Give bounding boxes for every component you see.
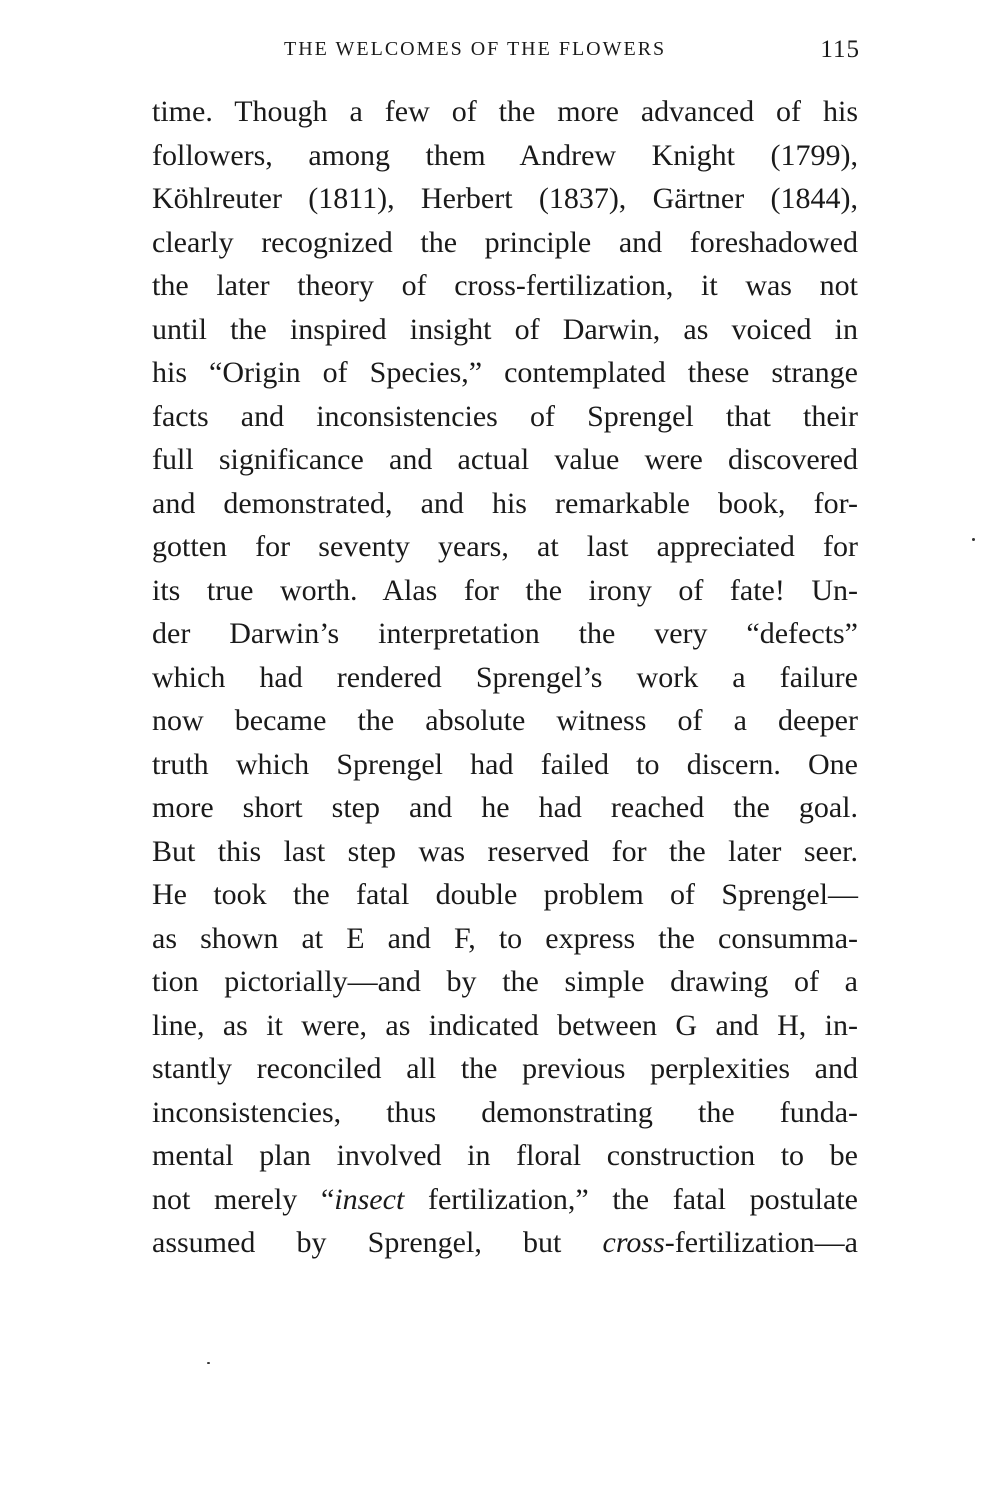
page-number: 115 (820, 36, 860, 63)
body-text (152, 90, 858, 1265)
text-line: time. Though a few of the more advanced of his (152, 95, 858, 128)
text-line: full significance and actual value were discovered (152, 443, 858, 476)
text-line: stantly reconciled all the previous perplexities and (152, 1052, 858, 1085)
text-line: now became the absolute witness of a deeper (152, 704, 858, 737)
text-line: inconsistencies, thus demonstrating the funda- (152, 1095, 858, 1129)
text-line: facts and inconsistencies of Sprengel that their (152, 399, 858, 433)
text-line: truth which Sprengel had failed to discern. One (152, 747, 858, 781)
text-line: der Darwin’s interpretation the very “defects” (152, 617, 858, 650)
text-line: until the inspired insight of Darwin, as voiced in (152, 312, 858, 346)
text-line: not merely “insect fertilization,” the fatal postulate (152, 1182, 858, 1216)
text-line: He took the fatal double problem of Sprengel— (152, 878, 858, 911)
paper-speck (207, 1362, 210, 1364)
text-line: more short step and he had reached the goal. (152, 791, 858, 824)
text-line: and demonstrated, and his remarkable book, for- (152, 486, 858, 520)
text-line: tion pictorially—and by the simple drawing of a (152, 965, 858, 998)
running-title: THE WELCOMES OF THE FLOWERS (284, 38, 667, 60)
text-line: mental plan involved in floral construction to be (152, 1139, 858, 1172)
paper-speck (972, 538, 975, 541)
text-line: as shown at E and F, to express the consumma- (152, 921, 858, 955)
text-line: Köhlreuter (1811), Herbert (1837), Gärtner (1844), (152, 182, 858, 215)
text-line: its true worth. Alas for the irony of fate! Un- (152, 573, 858, 607)
running-head (152, 38, 860, 68)
text-line: assumed by Sprengel, but cross-fertilization—a (152, 1226, 858, 1259)
italic-word: insect (334, 1182, 405, 1216)
text-line: which had rendered Sprengel’s work a failure (152, 660, 858, 694)
text-line: gotten for seventy years, at last appreciated for (152, 530, 858, 563)
text-line: his “Origin of Species,” contemplated these strange (152, 356, 858, 389)
text-line: followers, among them Andrew Knight (1799), (152, 138, 858, 172)
text-line: clearly recognized the principle and foreshadowed (152, 225, 858, 259)
text-line: the later theory of cross-fertilization, it was not (152, 269, 858, 302)
text-line: line, as it were, as indicated between G and H, in- (152, 1008, 858, 1042)
italic-word: cross (602, 1226, 665, 1259)
text-line: But this last step was reserved for the later seer. (152, 834, 858, 868)
